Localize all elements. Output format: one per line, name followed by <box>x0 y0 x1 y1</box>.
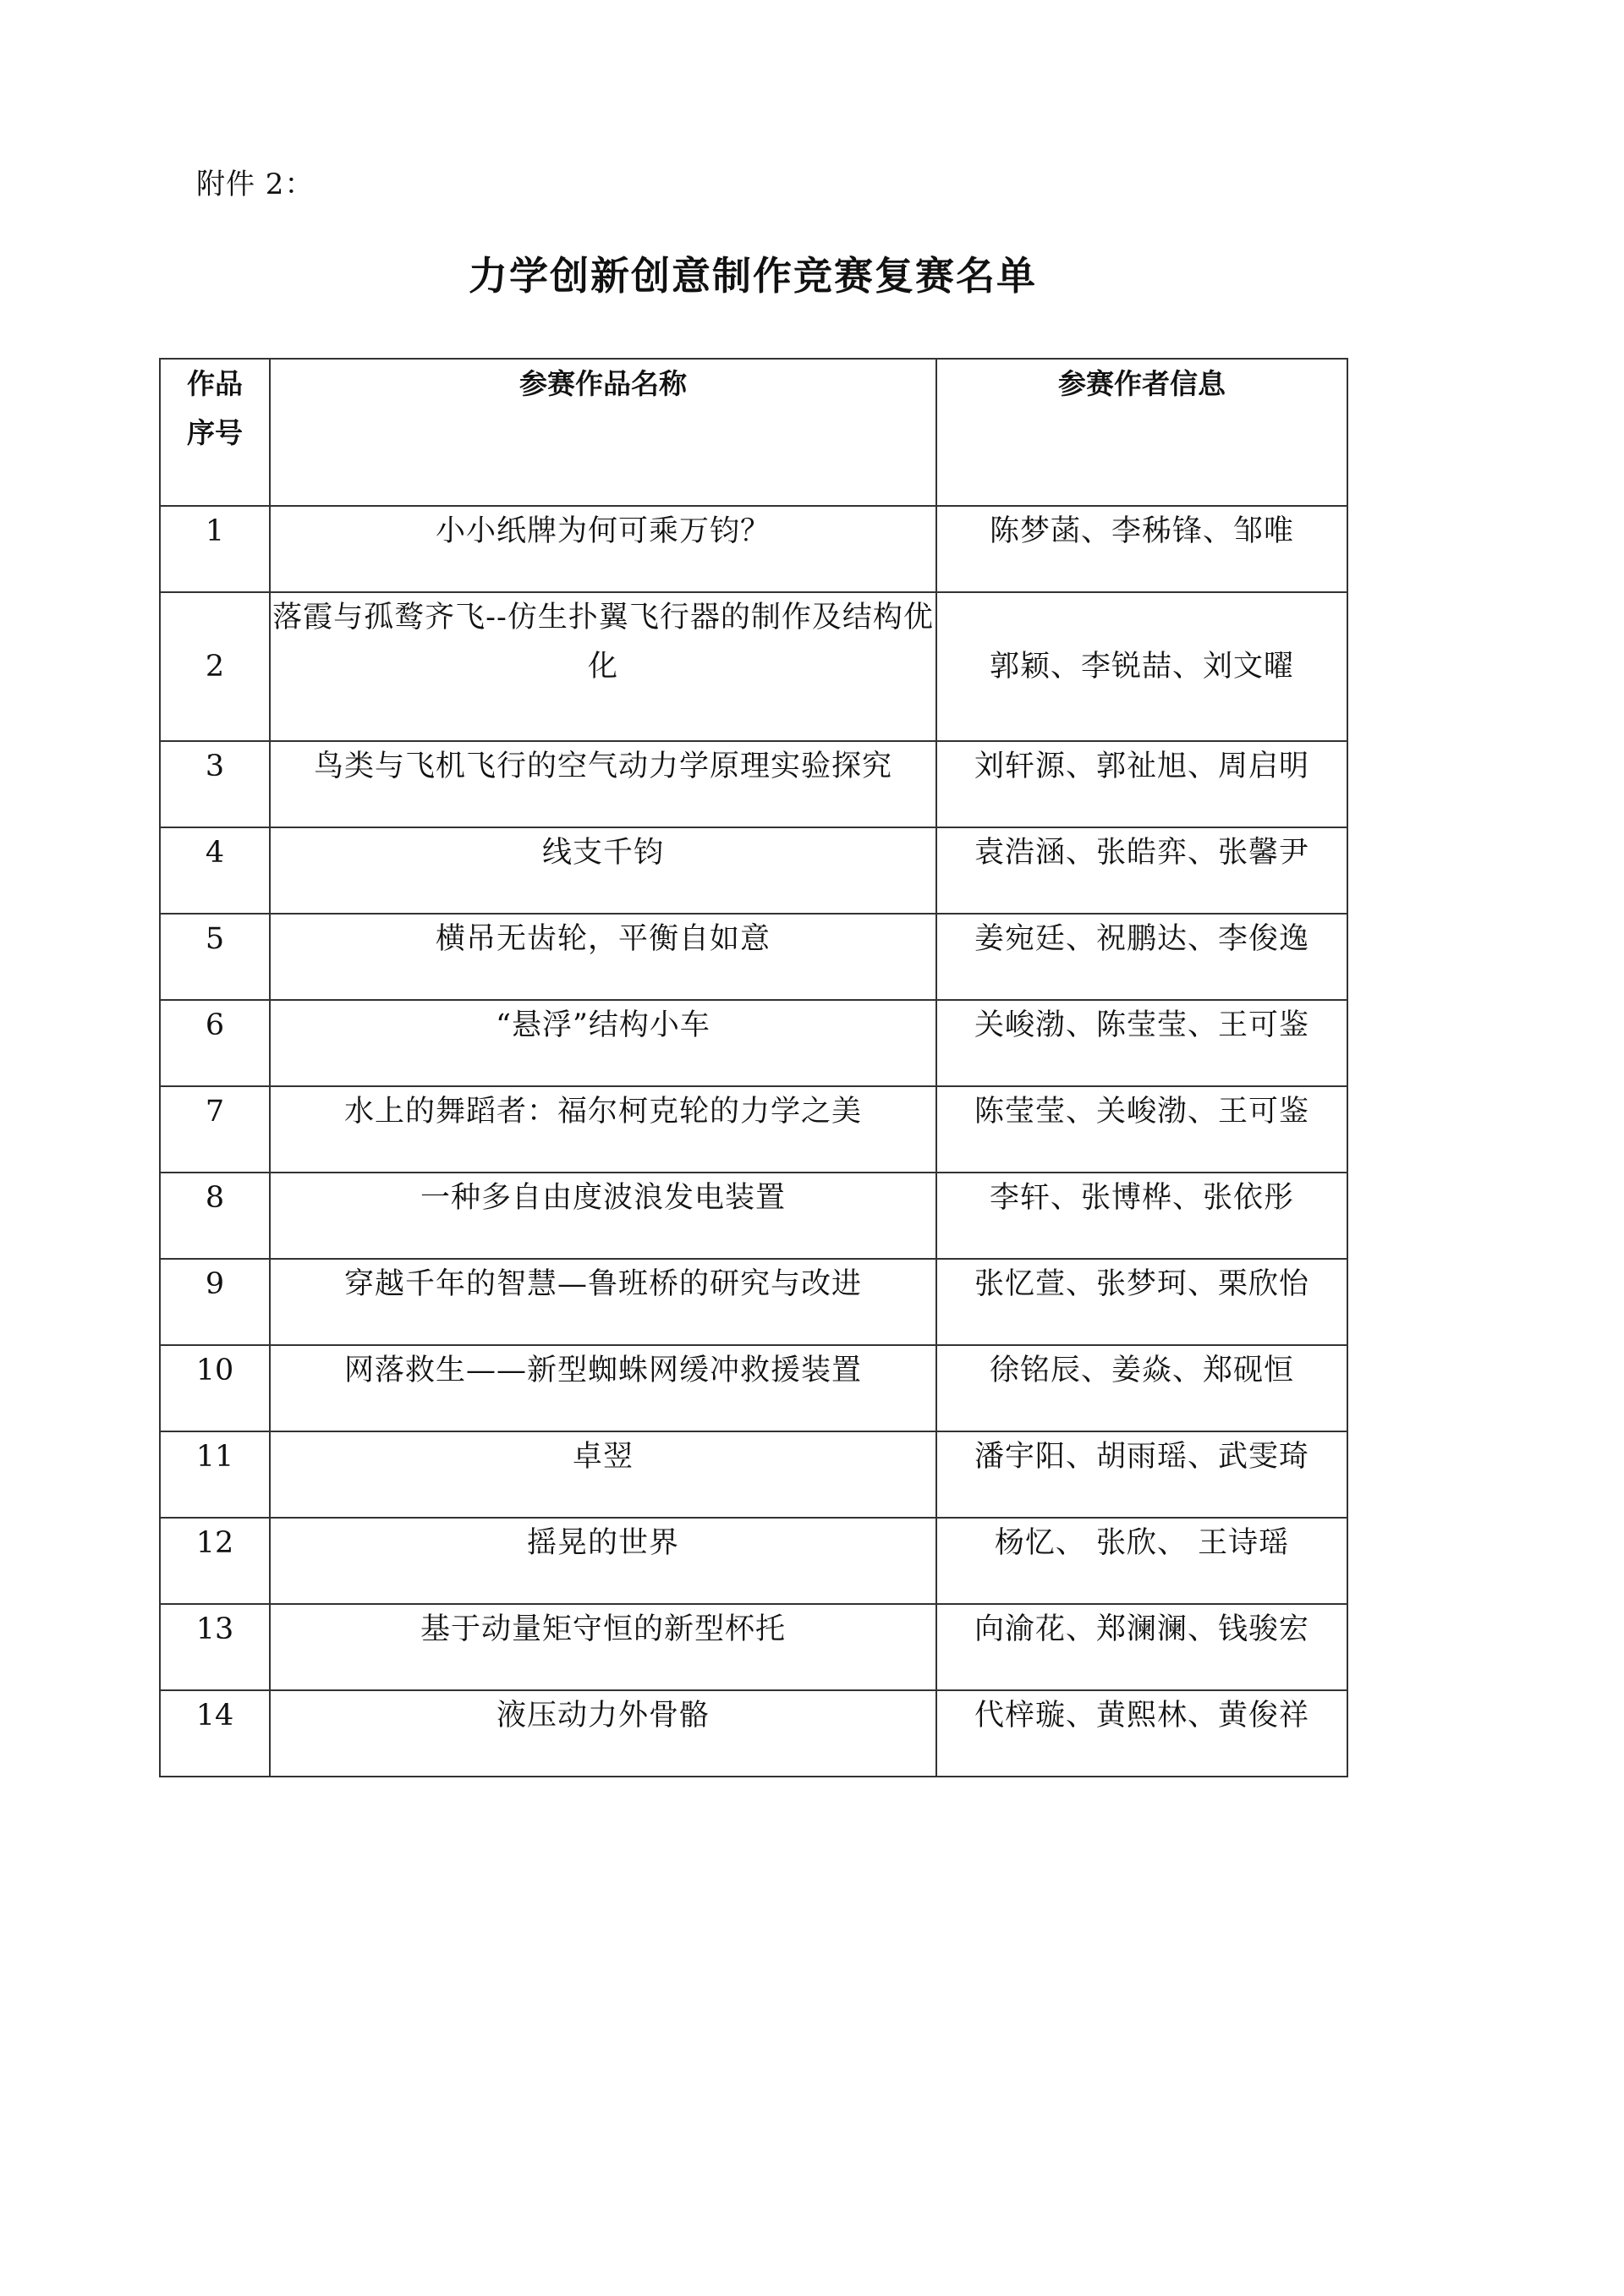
table-row <box>160 506 1347 592</box>
row-serial-number: 10 <box>160 1345 270 1431</box>
table-row <box>160 1345 1347 1431</box>
row-work-name: “悬浮”结构小车 <box>270 1000 936 1086</box>
table-row <box>160 1604 1347 1690</box>
row-serial-number: 3 <box>160 741 270 827</box>
table-row <box>160 1000 1347 1086</box>
row-author-info: 陈梦菡、李秭锋、邹唯 <box>936 506 1347 592</box>
row-author-info: 李轩、张博桦、张依彤 <box>936 1173 1347 1259</box>
table-row <box>160 592 1347 741</box>
row-author-info: 陈莹莹、关峻渤、王可鉴 <box>936 1086 1347 1173</box>
row-author-info: 关峻渤、陈莹莹、王可鉴 <box>936 1000 1347 1086</box>
table-row <box>160 827 1347 914</box>
attachment-label: 附件 2： <box>196 168 315 201</box>
row-serial-number: 5 <box>160 914 270 1000</box>
header-work-name: 参赛作品名称 <box>270 359 936 506</box>
table-row <box>160 1431 1347 1518</box>
row-author-info: 姜宛廷、祝鹏达、李俊逸 <box>936 914 1347 1000</box>
row-serial-number: 4 <box>160 827 270 914</box>
row-author-info: 杨忆、 张欣、 王诗瑶 <box>936 1518 1347 1604</box>
row-work-name: 卓翌 <box>270 1431 936 1518</box>
table-row <box>160 1173 1347 1259</box>
row-work-name: 水上的舞蹈者：福尔柯克轮的力学之美 <box>270 1086 936 1173</box>
header-author-info: 参赛作者信息 <box>936 359 1347 506</box>
row-work-name: 穿越千年的智慧—鲁班桥的研究与改进 <box>270 1259 936 1345</box>
row-author-info: 代梓璇、黄熙林、黄俊祥 <box>936 1690 1347 1777</box>
row-work-name: 一种多自由度波浪发电装置 <box>270 1173 936 1259</box>
row-work-name: 液压动力外骨骼 <box>270 1690 936 1777</box>
row-serial-number: 14 <box>160 1690 270 1777</box>
header-serial-number <box>160 359 270 506</box>
row-serial-number: 9 <box>160 1259 270 1345</box>
header-serial-line2: 序号 <box>187 416 243 449</box>
table-row <box>160 741 1347 827</box>
row-serial-number: 11 <box>160 1431 270 1518</box>
row-serial-number: 6 <box>160 1000 270 1086</box>
row-work-name: 鸟类与飞机飞行的空气动力学原理实验探究 <box>270 741 936 827</box>
page-title: 力学创新创意制作竞赛复赛名单 <box>469 253 1037 299</box>
row-work-name: 横吊无齿轮，平衡自如意 <box>270 914 936 1000</box>
row-author-info: 袁浩涵、张皓弈、张馨尹 <box>936 827 1347 914</box>
row-work-name: 摇晃的世界 <box>270 1518 936 1604</box>
row-author-info: 徐铭辰、姜焱、郑砚恒 <box>936 1345 1347 1431</box>
row-author-info: 张忆萱、张梦珂、栗欣怡 <box>936 1259 1347 1345</box>
row-work-name: 基于动量矩守恒的新型杯托 <box>270 1604 936 1690</box>
row-author-info: 向渝花、郑澜澜、钱骏宏 <box>936 1604 1347 1690</box>
roster-table <box>159 358 1348 1777</box>
row-author-info: 刘轩源、郭祉旭、周启明 <box>936 741 1347 827</box>
row-work-name: 小小纸牌为何可乘万钧？ <box>270 506 936 592</box>
row-work-name: 落霞与孤鹜齐飞--仿生扑翼飞行器的制作及结构优化 <box>270 592 936 741</box>
row-work-name: 线支千钧 <box>270 827 936 914</box>
row-serial-number: 13 <box>160 1604 270 1690</box>
table-row <box>160 1259 1347 1345</box>
table-header-row <box>160 359 1347 506</box>
row-author-info: 郭颖、李锐喆、刘文曜 <box>936 592 1347 741</box>
table-row <box>160 1086 1347 1173</box>
row-serial-number: 2 <box>160 592 270 741</box>
table-row <box>160 1690 1347 1777</box>
row-author-info: 潘宇阳、胡雨瑶、武雯琦 <box>936 1431 1347 1518</box>
row-serial-number: 1 <box>160 506 270 592</box>
header-serial-line1: 作品 <box>187 367 243 400</box>
table-row <box>160 1518 1347 1604</box>
row-serial-number: 7 <box>160 1086 270 1173</box>
row-serial-number: 8 <box>160 1173 270 1259</box>
roster-body <box>160 506 1347 1777</box>
row-work-name: 网落救生——新型蜘蛛网缓冲救援装置 <box>270 1345 936 1431</box>
table-row <box>160 914 1347 1000</box>
row-serial-number: 12 <box>160 1518 270 1604</box>
